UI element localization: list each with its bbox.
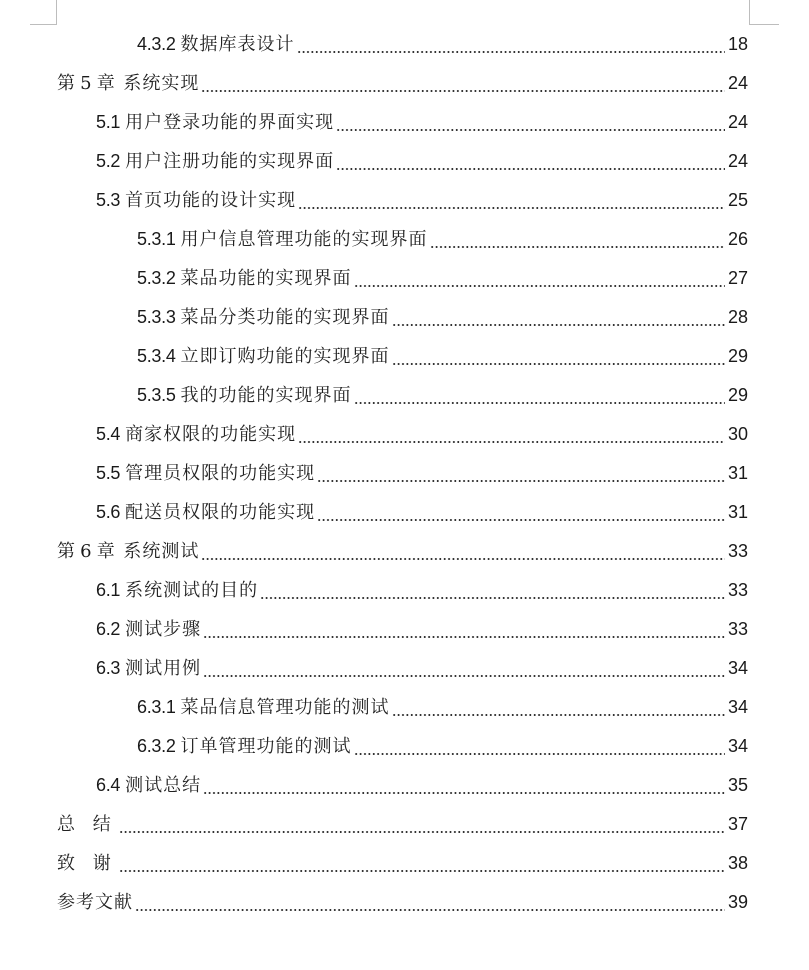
toc-entry[interactable] xyxy=(96,766,748,805)
toc-entry-title: 菜品信息管理功能的测试 xyxy=(180,697,390,718)
toc-entry-title: 订单管理功能的测试 xyxy=(180,736,352,757)
toc-entry-page: 24 xyxy=(727,112,748,132)
toc-entry-title: 立即订购功能的实现界面 xyxy=(180,346,390,367)
toc-entry-number: 第 5 章 xyxy=(57,73,115,94)
toc-entry-page: 29 xyxy=(727,346,748,366)
toc-dot-leader xyxy=(260,597,725,599)
toc-entry-number: 5.5 xyxy=(96,463,121,483)
toc-entry-number: 6.3 xyxy=(96,658,121,678)
toc-entry-number: 6.2 xyxy=(96,619,121,639)
toc-entry[interactable] xyxy=(96,454,748,493)
toc-entry-page: 34 xyxy=(727,658,748,678)
toc-entry-number: 4.3.2 xyxy=(137,34,176,54)
toc-entry-page: 33 xyxy=(727,580,748,600)
toc-entry[interactable] xyxy=(137,337,748,376)
toc-entry[interactable] xyxy=(96,571,748,610)
toc-entry[interactable] xyxy=(137,220,748,259)
toc-dot-leader xyxy=(336,129,725,131)
toc-dot-leader xyxy=(203,636,725,638)
toc-entry-conclusion[interactable] xyxy=(57,805,748,844)
toc-entry-number: 6.3.2 xyxy=(137,736,176,756)
toc-entry-title: 我的功能的实现界面 xyxy=(180,385,352,406)
toc-entry-title: 系统实现 xyxy=(123,73,200,94)
toc-entry-title: 首页功能的设计实现 xyxy=(125,190,297,211)
toc-entry-number: 6.3.1 xyxy=(137,697,176,717)
toc-entry-title: 参考文献 xyxy=(57,892,133,913)
toc-entry-title: 测试用例 xyxy=(125,658,202,679)
toc-entry[interactable] xyxy=(137,376,748,415)
toc-dot-leader xyxy=(317,480,725,482)
toc-entry-page: 38 xyxy=(727,853,748,873)
toc-entry-title: 系统测试的目的 xyxy=(125,580,259,601)
toc-entry[interactable] xyxy=(137,688,748,727)
toc-entry-page: 18 xyxy=(727,34,748,54)
toc-entry-title: 数据库表设计 xyxy=(180,34,295,55)
toc-dot-leader xyxy=(392,324,725,326)
toc-entry-page: 25 xyxy=(727,190,748,210)
toc-entry[interactable] xyxy=(96,142,748,181)
toc-dot-leader xyxy=(203,675,725,677)
toc-entry-number: 5.3 xyxy=(96,190,121,210)
toc-entry-title: 管理员权限的功能实现 xyxy=(125,463,316,484)
toc-entry-title: 用户信息管理功能的实现界面 xyxy=(180,229,428,250)
toc-entry[interactable] xyxy=(96,103,748,142)
toc-dot-leader xyxy=(430,246,725,248)
toc-entry[interactable] xyxy=(57,64,748,103)
toc-dot-leader xyxy=(298,441,725,443)
toc-entry-number: 5.3.4 xyxy=(137,346,176,366)
toc-entry-page: 33 xyxy=(727,541,748,561)
toc-entry-title: 系统测试 xyxy=(123,541,200,562)
toc-entry[interactable] xyxy=(96,415,748,454)
toc-dot-leader xyxy=(298,207,725,209)
toc-dot-leader xyxy=(201,558,725,560)
toc-entry-title: 总 结 xyxy=(57,814,117,835)
toc-entry-number: 5.6 xyxy=(96,502,121,522)
toc-entry-number: 5.2 xyxy=(96,151,121,171)
toc-entry-references[interactable] xyxy=(57,883,748,922)
toc-dot-leader xyxy=(354,285,725,287)
toc-entry-title: 用户登录功能的界面实现 xyxy=(125,112,335,133)
toc-entry-page: 27 xyxy=(727,268,748,288)
toc-entry-number: 5.3.3 xyxy=(137,307,176,327)
toc-entry-page: 34 xyxy=(727,697,748,717)
toc-entry-number: 5.3.1 xyxy=(137,229,176,249)
toc-entry-page: 28 xyxy=(727,307,748,327)
toc-dot-leader xyxy=(354,402,725,404)
toc-dot-leader xyxy=(392,714,725,716)
toc-entry-page: 31 xyxy=(727,502,748,522)
toc-dot-leader xyxy=(297,51,725,53)
toc-entry-page: 34 xyxy=(727,736,748,756)
toc-dot-leader xyxy=(336,168,725,170)
toc-entry-page: 39 xyxy=(727,892,748,912)
toc-dot-leader xyxy=(119,831,725,833)
toc-entry[interactable] xyxy=(137,25,748,64)
toc-entry-title: 商家权限的功能实现 xyxy=(125,424,297,445)
toc-entry-number: 5.3.2 xyxy=(137,268,176,288)
toc-entry-number: 第 6 章 xyxy=(57,541,115,562)
toc-entry-page: 37 xyxy=(727,814,748,834)
toc-entry[interactable] xyxy=(96,493,748,532)
toc-entry-number: 5.1 xyxy=(96,112,121,132)
toc-entry-title: 菜品分类功能的实现界面 xyxy=(180,307,390,328)
toc-dot-leader xyxy=(135,909,725,911)
toc-entry-title: 测试总结 xyxy=(125,775,202,796)
toc-entry-number: 5.3.5 xyxy=(137,385,176,405)
toc-entry-page: 24 xyxy=(727,73,748,93)
toc-dot-leader xyxy=(201,90,725,92)
page-corner-mark-top-left xyxy=(30,0,57,25)
page-corner-mark-top-right xyxy=(749,0,779,25)
toc-entry-title: 用户注册功能的实现界面 xyxy=(125,151,335,172)
toc-entry-page: 31 xyxy=(727,463,748,483)
toc-dot-leader xyxy=(354,753,725,755)
toc-entry-title: 配送员权限的功能实现 xyxy=(125,502,316,523)
toc-entry[interactable] xyxy=(137,298,748,337)
toc-entry-number: 6.1 xyxy=(96,580,121,600)
toc-entry-number: 6.4 xyxy=(96,775,121,795)
toc-entry-title: 菜品功能的实现界面 xyxy=(180,268,352,289)
toc-entry-page: 24 xyxy=(727,151,748,171)
toc-dot-leader xyxy=(119,870,725,872)
toc-entry-page: 33 xyxy=(727,619,748,639)
toc-dot-leader xyxy=(203,792,725,794)
toc-entry-page: 30 xyxy=(727,424,748,444)
toc-entry-number: 5.4 xyxy=(96,424,121,444)
toc-entry-page: 29 xyxy=(727,385,748,405)
toc-entry[interactable] xyxy=(96,649,748,688)
toc-entry[interactable] xyxy=(137,727,748,766)
toc-entry-acknowledgements[interactable] xyxy=(57,844,748,883)
toc-entry[interactable] xyxy=(137,259,748,298)
toc-entry-title: 致 谢 xyxy=(57,853,117,874)
toc-entry[interactable] xyxy=(96,181,748,220)
toc-entry[interactable] xyxy=(57,532,748,571)
toc-entry-title: 测试步骤 xyxy=(125,619,202,640)
toc-entry[interactable] xyxy=(96,610,748,649)
toc-dot-leader xyxy=(392,363,725,365)
toc-entry-page: 35 xyxy=(727,775,748,795)
toc-dot-leader xyxy=(317,519,725,521)
toc-entry-page: 26 xyxy=(727,229,748,249)
